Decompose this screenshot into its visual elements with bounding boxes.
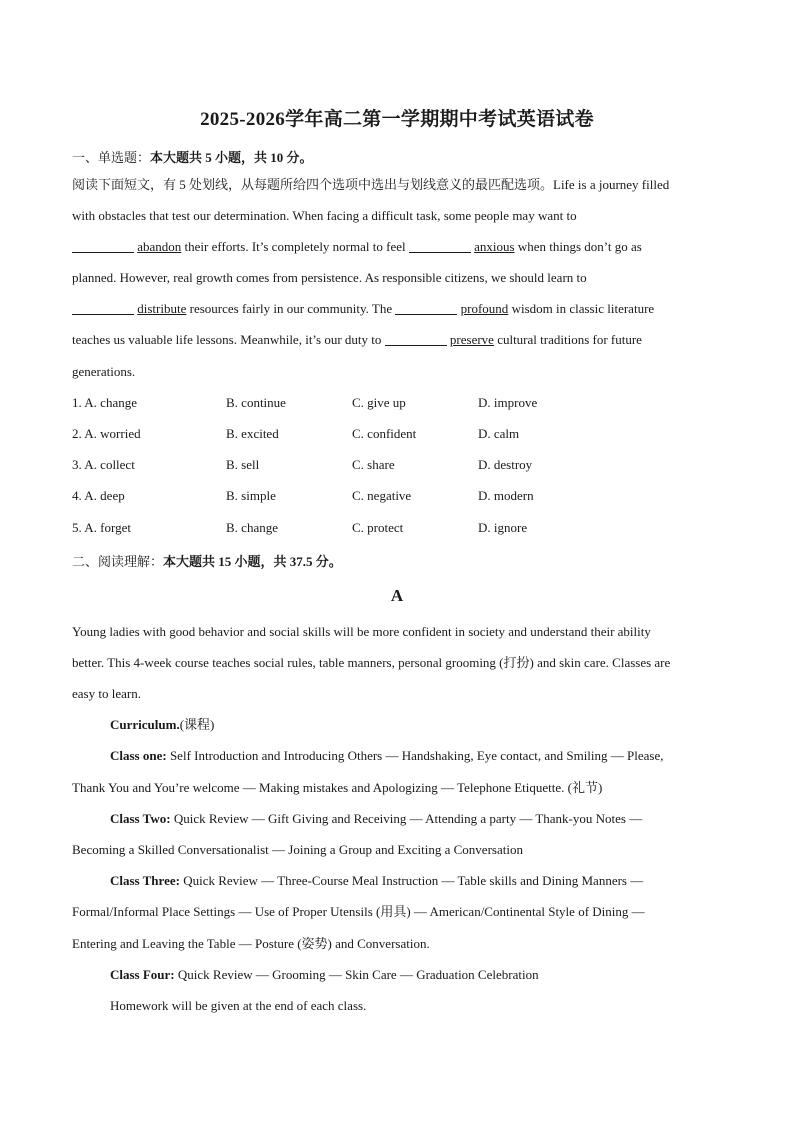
curriculum-label: Curriculum. bbox=[110, 717, 180, 732]
homework-note: Homework will be given at the end of each class. bbox=[110, 998, 367, 1013]
class-one-line-2: Thank You and You’re welcome — Making mistakes and Apologizing — Telephone Etiquette. (礼节) bbox=[72, 780, 603, 795]
option-d[interactable]: D. calm bbox=[478, 426, 520, 441]
class-three-label: Class Three: bbox=[110, 873, 180, 888]
answer-blank-2[interactable] bbox=[409, 240, 471, 253]
section-one-header bbox=[72, 147, 313, 166]
section-two-prefix: 二、阅读理解： bbox=[72, 554, 164, 569]
section-two-desc: 本大题共 15 小题，共 37.5 分。 bbox=[163, 554, 342, 569]
option-c[interactable]: C. confident bbox=[352, 426, 417, 441]
class-three-line-2: Formal/Informal Place Settings — Use of Proper Utensils (用具) — American/Continental Style of Dining — bbox=[72, 904, 645, 919]
passage-line: easy to learn. bbox=[72, 686, 141, 701]
option-b[interactable]: B. continue bbox=[226, 395, 286, 410]
class-two-label: Class Two: bbox=[110, 811, 171, 826]
option-a[interactable]: 5. A. forget bbox=[72, 520, 131, 535]
cloze-line-1: 阅读下面短文，有 5 处划线，从每题所给四个选项中选出与划线意义的最匹配选项。Life is a journey filled bbox=[72, 177, 670, 192]
option-d[interactable]: D. improve bbox=[478, 395, 538, 410]
cloze-line-2: with obstacles that test our determination. When facing a difficult task, some people may want to bbox=[72, 208, 577, 223]
option-a[interactable]: 2. A. worried bbox=[72, 426, 141, 441]
option-c[interactable]: C. share bbox=[352, 457, 395, 472]
answer-blank-4[interactable] bbox=[395, 302, 457, 315]
option-d[interactable]: D. ignore bbox=[478, 520, 528, 535]
answer-blank-5[interactable] bbox=[385, 333, 447, 346]
option-b[interactable]: B. sell bbox=[226, 457, 260, 472]
class-three-text: Quick Review — Three-Course Meal Instruction — Table skills and Dining Manners — bbox=[179, 873, 644, 888]
option-c[interactable]: C. protect bbox=[352, 520, 404, 535]
option-d[interactable]: D. destroy bbox=[478, 457, 533, 472]
passage-line: better. This 4-week course teaches social rules, table manners, personal grooming (打扮) and skin care. Classes are bbox=[72, 655, 671, 670]
underlined-word-3: distribute bbox=[137, 301, 187, 316]
answer-blank-1[interactable] bbox=[72, 240, 134, 253]
exam-title: 2025-2026学年高二第一学期期中考试英语试卷 bbox=[200, 109, 594, 130]
cloze-line-4: planned. However, real growth comes from persistence. As responsible citizens, we should learn to bbox=[72, 270, 587, 285]
class-two-line-2: Becoming a Skilled Conversationalist — Joining a Group and Exciting a Conversation bbox=[72, 842, 523, 857]
section-two-header bbox=[72, 551, 342, 570]
class-two-line-1 bbox=[110, 811, 642, 827]
underlined-word-4: profound bbox=[460, 301, 509, 316]
curriculum-heading bbox=[110, 717, 214, 733]
underlined-word-5: preserve bbox=[449, 332, 494, 347]
option-a[interactable]: 4. A. deep bbox=[72, 488, 125, 503]
option-a[interactable]: 1. A. change bbox=[72, 395, 137, 410]
cloze-text: resources fairly in our community. The bbox=[186, 301, 396, 316]
cloze-text: cultural traditions for future bbox=[493, 332, 642, 347]
passage-line: Young ladies with good behavior and social skills will be more confident in society and understand their ability bbox=[72, 624, 651, 639]
underlined-word-2: anxious bbox=[474, 239, 515, 254]
class-three-line-1 bbox=[110, 873, 643, 889]
option-a[interactable]: 3. A. collect bbox=[72, 457, 135, 472]
section-one-desc: 本大题共 5 小题，共 10 分。 bbox=[150, 150, 313, 165]
cloze-text: teaches us valuable life lessons. Meanwhile, it’s our duty to bbox=[72, 332, 385, 347]
cloze-line-3 bbox=[72, 239, 642, 255]
passage-letter: A bbox=[390, 586, 404, 605]
cloze-text: when things don’t go as bbox=[514, 239, 642, 254]
option-b[interactable]: B. excited bbox=[226, 426, 279, 441]
cloze-line-5 bbox=[72, 301, 654, 317]
class-three-line-3: Entering and Leaving the Table — Posture (姿势) and Conversation. bbox=[72, 936, 430, 951]
option-d[interactable]: D. modern bbox=[478, 488, 534, 503]
class-one-line-1 bbox=[110, 748, 664, 764]
answer-blank-3[interactable] bbox=[72, 302, 134, 315]
option-b[interactable]: B. simple bbox=[226, 488, 276, 503]
class-four-line-1 bbox=[110, 967, 539, 983]
curriculum-note: (课程) bbox=[179, 717, 215, 732]
class-four-label: Class Four: bbox=[110, 967, 175, 982]
underlined-word-1: abandon bbox=[137, 239, 182, 254]
cloze-text: wisdom in classic literature bbox=[508, 301, 655, 316]
class-one-label: Class one: bbox=[110, 748, 167, 763]
cloze-line-7: generations. bbox=[72, 364, 136, 379]
option-c[interactable]: C. give up bbox=[352, 395, 406, 410]
cloze-text: their efforts. It’s completely normal to feel bbox=[181, 239, 409, 254]
option-c[interactable]: C. negative bbox=[352, 488, 412, 503]
option-b[interactable]: B. change bbox=[226, 520, 278, 535]
section-one-prefix: 一、单选题： bbox=[72, 150, 151, 165]
class-four-text: Quick Review — Grooming — Skin Care — Graduation Celebration bbox=[174, 967, 539, 982]
class-one-text: Self Introduction and Introducing Others — Handshaking, Eye contact, and Smiling — Please, bbox=[166, 748, 664, 763]
cloze-line-6 bbox=[72, 332, 642, 348]
class-two-text: Quick Review — Gift Giving and Receiving — Attending a party — Thank-you Notes — bbox=[170, 811, 643, 826]
